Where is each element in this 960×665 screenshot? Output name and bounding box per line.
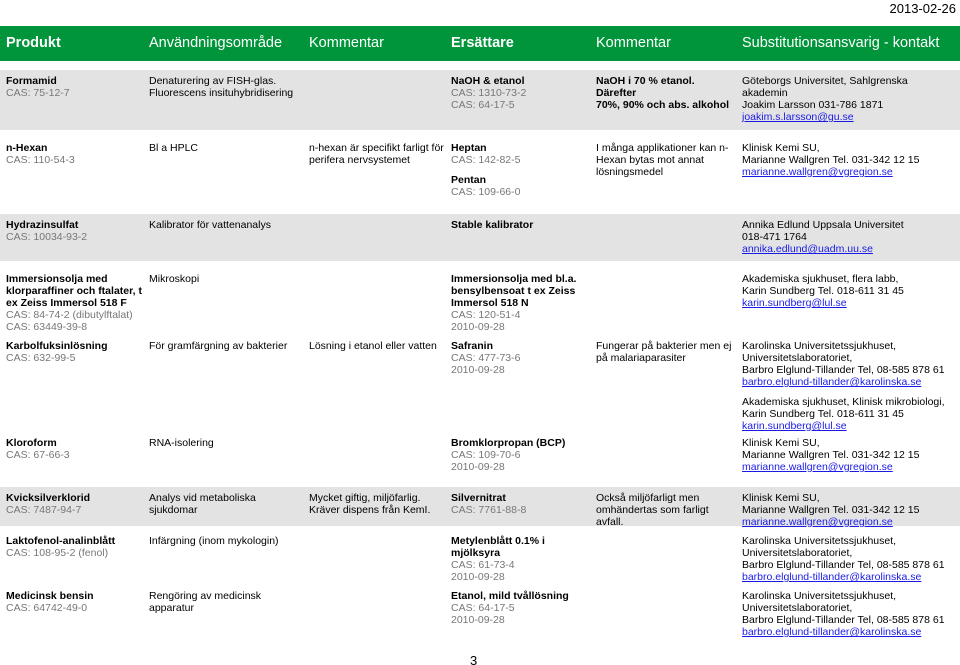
table-cell [6,70,144,99]
cell-text: CAS: 7761-88-8 [451,504,527,516]
cell-text: NaOH i 70 % etanol. Därefter [596,75,695,99]
cell-text: Formamid [6,75,57,87]
table-row [0,432,960,479]
table-cell [309,214,447,219]
cell-text: Safranin [451,340,494,352]
cell-text: Fluorescens insituhybridisering [149,87,294,99]
cell-text: Karolinska Universitetssjukhuset, [742,340,897,352]
cell-text: Marianne Wallgren Tel. 031-342 12 15 [742,154,920,166]
table-cell [451,268,591,333]
header-produkt: Produkt [6,35,61,51]
cell-text: CAS: 108-95-2 (fenol) [6,547,109,559]
cell-text: Kvicksilverklorid [6,492,91,504]
header-kommentar: Kommentar [309,35,384,51]
table-row [0,487,960,526]
cell-text: Heptan [451,142,487,154]
cell-text: 2010-09-28 [451,461,505,473]
table-cell [6,137,144,166]
table-cell [596,585,737,590]
cell-text: CAS: 67-66-3 [6,449,70,461]
header-kommentar-2: Kommentar [596,35,671,51]
email-link[interactable]: marianne.wallgren@vgregion.se [742,461,893,473]
table-cell [451,214,591,231]
cell-text: Universitetslaboratoriet, [742,602,853,614]
table-cell [451,585,591,626]
cell-text: Immersol 518 N [451,297,529,309]
cell-text: Kräver dispens från KemI. [309,504,431,516]
table-cell [596,137,737,178]
cell-text: CAS: 7487-94-7 [6,504,82,516]
table-cell [149,268,304,285]
table-row [0,70,960,130]
table-cell [309,335,447,352]
cell-text: Göteborgs Universitet, Sahlgrenska akademin [742,75,908,99]
cell-text: Lösning i etanol eller vatten [309,340,437,352]
cell-text: Marianne Wallgren Tel. 031-342 12 15 [742,504,920,516]
table-cell [451,432,591,473]
cell-text: CAS: 75-12-7 [6,87,70,99]
table-cell [451,487,591,516]
cell-text: För gramfärgning av bakterier [149,340,288,352]
table-cell [6,585,144,614]
table-cell [149,137,304,154]
cell-text: Marianne Wallgren Tel. 031-342 12 15 [742,449,920,461]
table-cell [742,530,956,583]
table-cell [149,335,304,352]
cell-text: CAS: 1310-73-2 [451,87,527,99]
cell-text: klorparaffiner och ftalater, t [6,285,142,297]
cell-text: Karolinska Universitetssjukhuset, [742,590,897,602]
cell-text: 018-471 1764 [742,231,807,243]
table-cell [6,335,144,364]
cell-text: Metylenblått 0.1% i [451,535,545,547]
email-link[interactable]: marianne.wallgren@vgregion.se [742,166,893,178]
table-cell [596,214,737,219]
cell-text: NaOH & etanol [451,75,525,87]
table-cell [742,585,956,638]
table-cell [596,268,737,273]
cell-text: Medicinsk bensin [6,590,94,602]
email-link[interactable]: joakim.s.larsson@gu.se [742,111,854,123]
table-row [0,335,960,432]
cell-text: Kloroform [6,437,57,449]
cell-text: Bl a HPLC [149,142,199,154]
cell-text: Rengöring av medicinsk [149,590,262,602]
table-cell [149,214,304,231]
cell-text: perifera nervsystemet [309,154,410,166]
table-cell [451,530,591,583]
cell-text: 2010-09-28 [451,364,505,376]
table-cell [6,214,144,243]
table-cell [6,268,144,333]
table-cell [149,487,304,516]
document-date: 2013-02-26 [889,1,956,16]
email-link[interactable]: annika.edlund@uadm.uu.se [742,243,873,255]
email-link[interactable]: karin.sundberg@lul.se [742,297,847,309]
cell-text: Akademiska sjukhuset, Klinisk mikrobiologi, [742,396,945,408]
table-cell [309,268,447,273]
table-cell [309,70,447,75]
cell-spacer [451,166,591,174]
cell-text: n-Hexan [6,142,48,154]
cell-text: 2010-09-28 [451,321,505,333]
cell-text: CAS: 109-70-6 [451,449,521,461]
cell-text: CAS: 64742-49-0 [6,602,88,614]
cell-text: Stable kalibrator [451,219,534,231]
cell-text: Mikroskopi [149,273,200,285]
cell-text: Universitetslaboratoriet, [742,352,853,364]
cell-text: CAS: 10034-93-2 [6,231,88,243]
cell-text: Barbro Elglund-Tillander Tel, 08-585 878 61 [742,364,945,376]
cell-text: Joakim Larsson 031-786 1871 [742,99,884,111]
cell-text: CAS: 110-54-3 [6,154,75,166]
cell-text: Också miljöfarligt men [596,492,700,504]
email-link[interactable]: barbro.elglund-tillander@karolinska.se [742,376,922,388]
table-cell [596,70,737,111]
cell-text: Hydrazinsulfat [6,219,79,231]
cell-text: bensylbensoat t ex Zeiss [451,285,576,297]
cell-text: CAS: 142-82-5 [451,154,521,166]
cell-text: CAS: 64-17-5 [451,602,515,614]
cell-text: på malariaparasiter [596,352,686,364]
table-cell [742,214,956,255]
cell-text: Karbolfuksinlösning [6,340,108,352]
table-cell [596,432,737,437]
cell-text: Annika Edlund Uppsala Universitet [742,219,904,231]
table-cell [596,487,737,528]
cell-text: I många applikationer kan n- [596,142,729,154]
cell-text: Immersionsolja med [6,273,108,285]
table-cell [149,70,304,99]
table-cell [742,487,956,528]
cell-text: Karin Sundberg Tel. 018-611 31 45 [742,408,904,420]
cell-text: 2010-09-28 [451,614,505,626]
cell-text: Fungerar på bakterier men ej [596,340,732,352]
cell-text: Pentan [451,174,487,186]
table-cell [596,335,737,364]
cell-text: Barbro Elglund-Tillander Tel, 08-585 878 61 [742,614,945,626]
email-link[interactable]: barbro.elglund-tillander@karolinska.se [742,571,922,583]
cell-text: Klinisk Kemi SU, [742,142,820,154]
cell-text: mjölksyra [451,547,501,559]
cell-text: Karin Sundberg Tel. 018-611 31 45 [742,285,904,297]
table-cell [6,432,144,461]
table-cell [742,137,956,178]
cell-text: Kalibrator för vattenanalys [149,219,271,231]
cell-text: 2010-09-28 [451,571,505,583]
table-cell [6,487,144,516]
table-cell [309,137,447,166]
email-link[interactable]: marianne.wallgren@vgregion.se [742,516,893,528]
cell-text: ex Zeiss Immersol 518 F [6,297,127,309]
cell-text: Karolinska Universitetssjukhuset, [742,535,897,547]
table-cell [309,487,447,516]
cell-spacer [742,388,956,396]
cell-text: Silvernitrat [451,492,506,504]
table-cell [149,530,304,547]
cell-text: Klinisk Kemi SU, [742,492,820,504]
cell-text: Hexan bytas mot annat [596,154,704,166]
table-cell [149,585,304,614]
cell-text: Infärgning (inom mykologin) [149,535,279,547]
table-cell [149,432,304,449]
header-substitutionsansvarig: Substitutionsansvarig - kontakt [742,35,940,51]
table-row [0,268,960,333]
cell-text: Barbro Elglund-Tillander Tel, 08-585 878 61 [742,559,945,571]
cell-text: n-hexan är specifikt farligt för [309,142,444,154]
table-cell [309,585,447,590]
table-cell [309,432,447,437]
cell-text: Universitetslaboratoriet, [742,547,853,559]
table-row [0,585,960,645]
cell-text: Klinisk Kemi SU, [742,437,820,449]
email-link[interactable]: karin.sundberg@lul.se [742,420,847,432]
table-cell [451,70,591,111]
cell-text: lösningsmedel [596,166,664,178]
cell-text: Etanol, mild tvållösning [451,590,569,602]
cell-text: omhändertas som farligt avfall. [596,504,709,528]
page-number: 3 [470,653,478,665]
table-cell [309,530,447,535]
cell-text: CAS: 63449-39-8 [6,321,88,333]
table-cell [742,432,956,473]
cell-text: Analys vid metaboliska sjukdomar [149,492,256,516]
cell-text: CAS: 64-17-5 [451,99,515,111]
table-header [0,26,960,61]
cell-text: CAS: 109-66-0 [451,186,521,198]
cell-text: Mycket giftig, miljöfarlig. [309,492,421,504]
table-cell [742,335,956,432]
email-link[interactable]: barbro.elglund-tillander@karolinska.se [742,626,922,638]
cell-text: Laktofenol-analinblått [6,535,116,547]
table-row [0,137,960,206]
table-cell [451,137,591,198]
cell-text: CAS: 84-74-2 (dibutylftalat) [6,309,133,321]
table-cell [596,530,737,535]
cell-text: Denaturering av FISH-glas. [149,75,277,87]
table-cell [742,70,956,123]
cell-text: CAS: 632-99-5 [6,352,76,364]
cell-text: 70%, 90% och abs. alkohol [596,99,730,111]
cell-text: Immersionsolja med bl.a. [451,273,577,285]
cell-text: RNA-isolering [149,437,214,449]
cell-text: CAS: 120-51-4 [451,309,521,321]
cell-text: apparatur [149,602,194,614]
cell-text: Bromklorpropan (BCP) [451,437,566,449]
header-ersattare: Ersättare [451,35,514,51]
table-row [0,530,960,583]
header-anvandningsomrade: Användningsområde [149,35,283,51]
table-cell [6,530,144,559]
table-cell [742,268,956,309]
cell-text: CAS: 61-73-4 [451,559,515,571]
table-cell [451,335,591,376]
cell-text: Akademiska sjukhuset, flera labb, [742,273,899,285]
cell-text: CAS: 477-73-6 [451,352,521,364]
table-row [0,214,960,261]
